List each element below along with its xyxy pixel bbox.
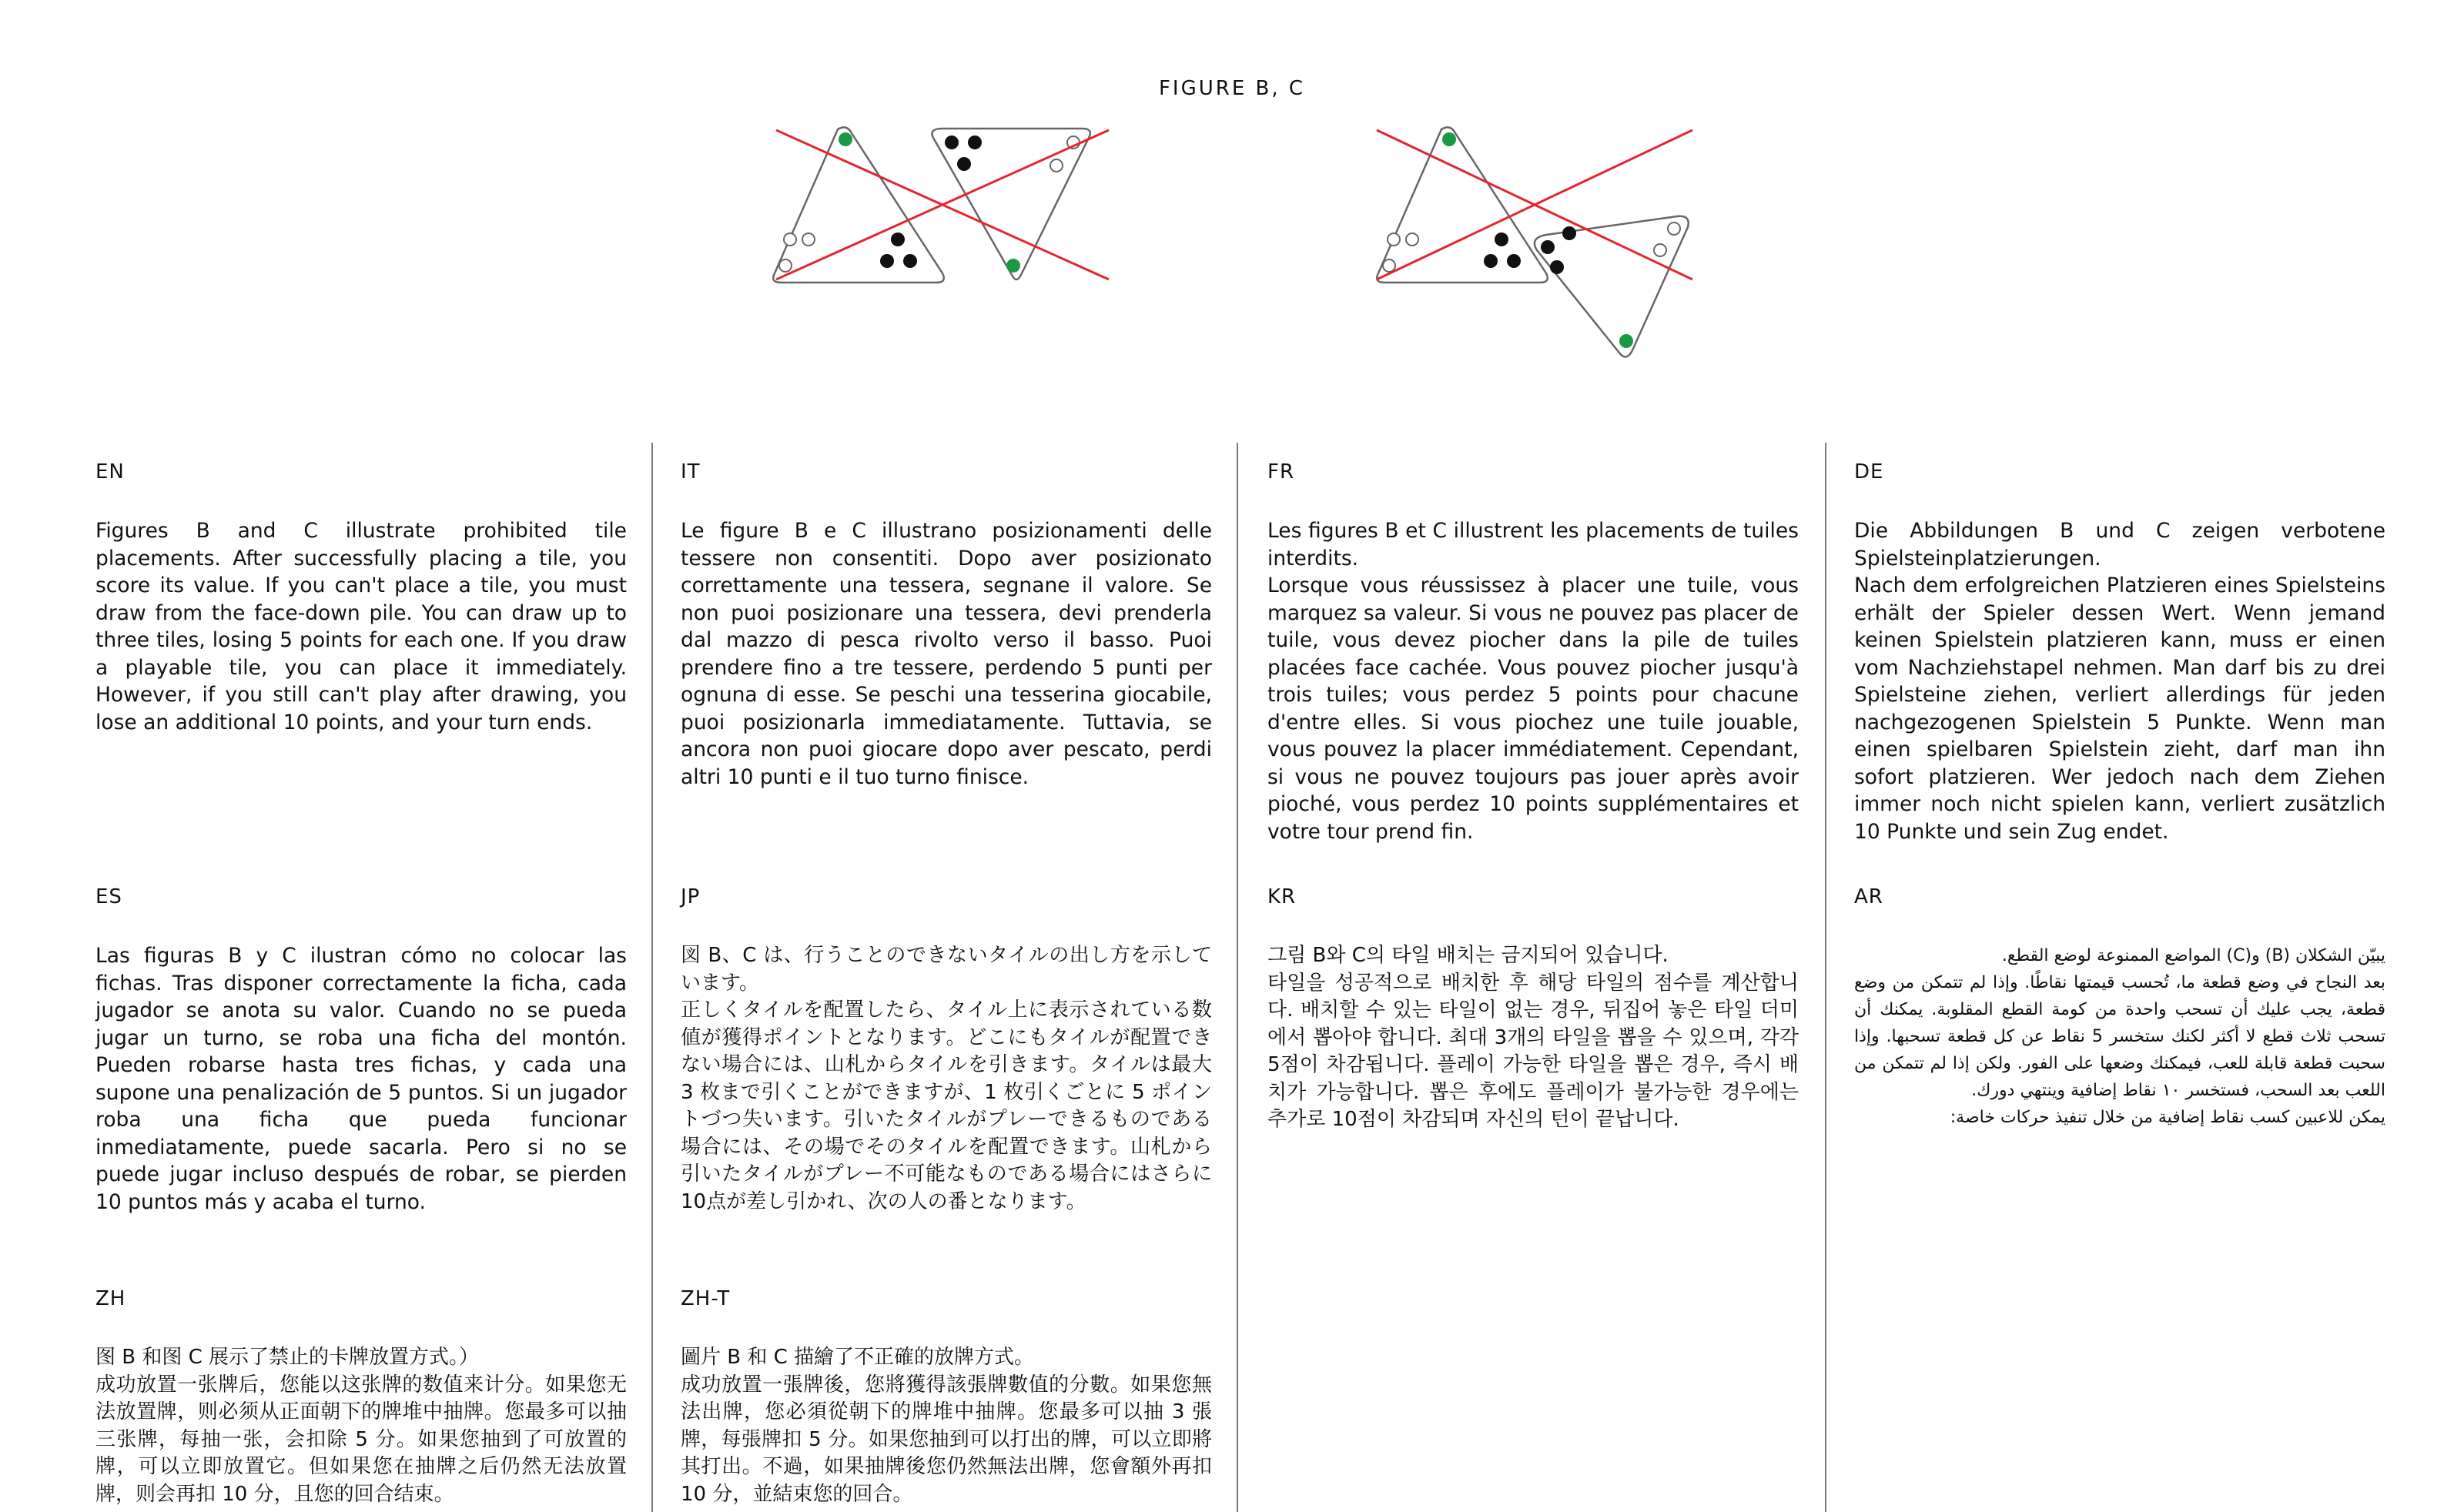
section-text: Figures B and C illustrate prohibited tile placements. After successfully placing a tile, you score its value. If you can't place a tile, you must draw from the face-down pile. You can draw up to three tiles, losing 5 points for each one. If you draw a playable tile, you can place it immediately. However, if you still can't play after drawing, you lose an additional 10 points, and your turn ends. [95, 519, 627, 734]
section-text: Die Abbildungen B und C zeigen verbotene Spielsteinplatzierungen. Nach dem erfolgreichen Platzieren eines Spielsteins erhält der Spieler dessen Wert. Wenn jemand keinen Spielstein platzieren kann, muss er einen vom Nachziehstapel nehmen. Man darf bis zu drei Spielsteine ziehen, verliert allerdings für jeden nachgezogenen Spielstein 5 Punkte. Wenn man einen spielbaren Spielstein zieht, darf man ihn sofort platzieren. Wer jedoch nach dem Ziehen immer noch nicht spielen kann, verliert zusätzlich 10 Punkte und sein Zug endet. [1854, 519, 2385, 844]
section-text: Le figure B e C illustrano posizionamenti delle tessere non consentiti. Dopo aver posizionato correttamente una tessera, segnane il valore. Se non puoi posizionare una tessera, devi prenderla dal mazzo di pesca rivolto verso il basso. Puoi prendere fino a tre tessere, perdendo 5 punti per ognuna di esse. Se peschi una tesserina giocabile, puoi posizionarla immediatamente. Tuttavia, se ancora non puoi giocare dopo aver pescato, perdi altri 10 punti e il tuo turno finisce. [681, 519, 1212, 789]
language-label: ES [95, 885, 122, 908]
section-jp [681, 885, 1212, 1216]
language-label: IT [681, 460, 701, 483]
figure-c-illustration [1355, 119, 1709, 373]
figure-title: FIGURE B, C [1158, 77, 1306, 100]
language-label: FR [1267, 460, 1295, 483]
section-fr [1267, 460, 1799, 845]
section-text: 図 B、C は、行うことのできないタイルの出し方を示しています。 正しくタイルを配置したら、タイル上に表示されている数値が獲得ポイントとなります。どこにもタイルが配置できない場合には、山札からタイルを引きます。タイルは最大 3 枚まで引くことができますが、1 枚引くごとに 5 ポイントづつ失います。引いたタイルがプレーできるものである場合には、その場でそのタイルを配置できます。山札から引いたタイルがプレー不可能なものである場合にはさらに10点が差し引かれ、次の人の番となります。 [681, 944, 1212, 1213]
language-label: ZH [95, 1287, 126, 1310]
tile-down [932, 129, 1090, 279]
section-text: Les figures B et C illustrent les placements de tuiles interdits. Lorsque vous réussissez à placer une tuile, vous marquez sa valeur. Si vous ne pouvez pas placer de tuile, vous devez piocher dans la pile de tuiles placées face cachée. Vous pouvez piocher jusqu'à trois tuiles; vous perdez 5 points pour chacune d'entre elles. Si vous piochez une tuile jouable, vous pouvez la placer immédiatement. Cependant, si vous ne pouvez toujours pas jouer après avoir pioché, vous perdez 10 points supplémentaires et votre tour prend fin. [1267, 519, 1799, 844]
column-divider [1237, 443, 1238, 1512]
section-text: يبيّن الشكلان (B) و(C) المواضع الممنوعة لوضع القطع. بعد النجاح في وضع قطعة ما، تُحسب قيمتها نقاطًا. وإذا لم تتمكن من وضع قطعة، يجب عليك أن تسحب واحدة من كومة القطع المقلوبة. يمكنك أن تسحب ثلاث قطع لا أكثر لكنك ستخسر 5 نقاط عن كل قطعة تسحبها. وإذا سحبت قطعة قابلة للعب، فيمكنك وضعها على الفور. ولكن إذا لم تتمكن من اللعب بعد السحب، فستخسر ١٠ نقاط إضافية وينتهي دورك. يمكن للاعبين كسب نقاط إضافية من خلال تنفيذ حركات خاصة: [1854, 946, 2386, 1127]
section-en [95, 460, 627, 736]
section-zh-t [681, 1287, 1212, 1508]
section-text: 圖片 B 和 C 描繪了不正確的放牌方式。 成功放置一張牌後，您將獲得該張牌數值的分數。如果您無法出牌，您必須從朝下的牌堆中抽牌。您最多可以抽 3 張牌，每張牌扣 5 分。如果您抽到可以打出的牌，可以立即將其打出。不過，如果抽牌後您仍然無法出牌，您會額外再扣 10 分，並結束您的回合。 [681, 1346, 1212, 1506]
section-text: 图 B 和图 C 展示了禁止的卡牌放置方式。） 成功放置一张牌后，您能以这张牌的数值来计分。如果您无法放置牌，则必须从正面朝下的牌堆中抽牌。您最多可以抽三张牌，每抽一张，会扣除 5 分。如果您抽到了可放置的牌，可以立即放置它。但如果您在抽牌之后仍然无法放置牌，则会再扣 10 分，且您的回合结束。 [95, 1346, 627, 1506]
language-label: DE [1854, 460, 1884, 483]
tile-down-rotated [1535, 216, 1689, 357]
section-de [1854, 460, 2385, 845]
section-kr [1267, 885, 1799, 1134]
section-es [95, 885, 627, 1216]
section-text: Las figuras B y C ilustran cómo no colocar las fichas. Tras disponer correctamente la ficha, cada jugador se anota su valor. Cuando no se pueda jugar un turno, se roba una ficha del montón. Pueden robarse hasta tres fichas, y cada una supone una penalización de 5 puntos. Si un jugador roba una ficha que pueda funcionar inmediatamente, puede sacarla. Pero si no se puede jugar incluso después de robar, se pierden 10 puntos más y acaba el turno. [95, 944, 627, 1214]
tile-down-dots [945, 135, 1080, 273]
section-text: 그림 B와 C의 타일 배치는 금지되어 있습니다. 타일을 성공적으로 배치한 후 해당 타일의 점수를 계산합니다. 배치할 수 있는 타일이 없는 경우, 뒤집어 놓은 타일 더미에서 뽑아야 합니다. 최대 3개의 타일을 뽑을 수 있으며, 각각 5점이 차감됩니다. 플레이 가능한 타일을 뽑은 경우, 즉시 배치가 가능합니다. 뽑은 후에도 플레이가 불가능한 경우에는 추가로 10점이 차감되며 자신의 턴이 끝납니다. [1267, 944, 1799, 1131]
tile-up [773, 127, 944, 283]
column-divider [651, 443, 653, 1512]
section-it [681, 460, 1212, 791]
language-label: EN [95, 460, 125, 483]
language-label: AR [1854, 885, 1883, 908]
column-divider [1825, 443, 1826, 1512]
language-label: ZH-T [681, 1287, 731, 1310]
section-zh [95, 1287, 627, 1508]
language-label: JP [681, 885, 701, 908]
tile-up [1377, 127, 1548, 283]
figure-b-illustration [755, 119, 1124, 304]
section-ar [1854, 885, 2385, 1131]
language-label: KR [1267, 885, 1297, 908]
